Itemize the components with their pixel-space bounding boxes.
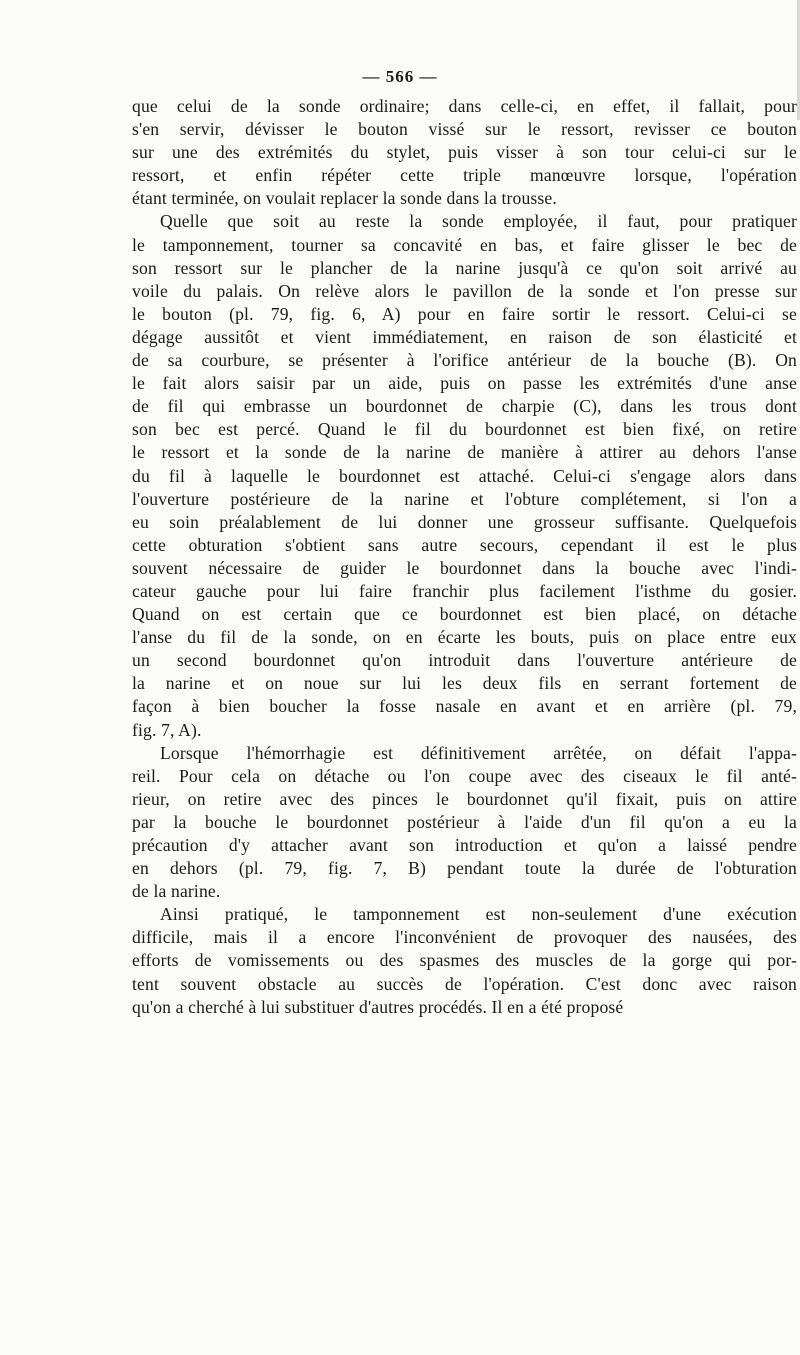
text-line: précaution d'y attacher avant son introduction et qu'on a laissé pendre [132, 835, 797, 855]
text-line: par la bouche le bourdonnet postérieur à l'aide d'un fil qu'on a eu la [132, 811, 797, 832]
text-line: reil. Pour cela on détache ou l'on coupe avec des ciseaux le fil anté- [132, 765, 797, 786]
text-line: en dehors (pl. 79, fig. 7, B) pendant toute la durée de l'obturation [132, 858, 797, 879]
text-line: le bouton (pl. 79, fig. 6, A) pour en faire sortir le ressort. Celui-ci se [132, 303, 797, 324]
text-line: du fil à laquelle le bourdonnet est attaché. Celui-ci s'engage alors dans [132, 465, 797, 486]
text-line: efforts de vomissements ou des spasmes des muscles de la gorge qui por- [132, 950, 797, 971]
text-line: ressort, et enfin répéter cette triple manœuvre lorsque, l'opération [132, 165, 797, 186]
text-line: cateur gauche pour lui faire franchir plus facilement l'isthme du gosier. [132, 580, 797, 601]
text-line: son bec est percé. Quand le fil du bourdonnet est bien fixé, on retire [132, 419, 797, 440]
text-line: de fil qui embrasse un bourdonnet de charpie (C), dans les trous dont [132, 396, 797, 417]
text-line: la narine et on noue sur lui les deux fils en serrant fortement de [132, 673, 797, 694]
text-line: de sa courbure, se présenter à l'orifice antérieur de la bouche (B). On [132, 350, 797, 371]
text-line: le tamponnement, tourner sa concavité en bas, et faire glisser le bec de [132, 234, 797, 255]
text-line: eu soin préalablement de lui donner une grosseur suffisante. Quelquefois [132, 511, 797, 532]
text-line: l'anse du fil de la sonde, on en écarte les bouts, puis on place entre eux [132, 627, 797, 648]
text-line: le ressort et la sonde de la narine de manière à attirer au dehors l'anse [132, 442, 797, 463]
text-line: s'en servir, dévisser le bouton vissé sur le ressort, revisser ce bouton [132, 119, 797, 140]
text-line: fig. 7, A). [132, 719, 202, 740]
text-line: étant terminée, on voulait replacer la sonde dans la trousse. [132, 188, 557, 209]
page-number: — 566 — [362, 67, 438, 86]
text-line: cette obturation s'obtient sans autre secours, cependant il est le plus [132, 534, 797, 555]
text-line: Quand on est certain que ce bourdonnet est bien placé, on détache [132, 604, 797, 625]
text-line: sur une des extrémités du stylet, puis visser à son tour celui-ci sur le [132, 142, 797, 163]
text-line: difficile, mais il a encore l'inconvénient de provoquer des nausées, des [132, 927, 797, 948]
text-line: tent souvent obstacle au succès de l'opération. C'est donc avec raison [132, 973, 797, 994]
text-line: le fait alors saisir par un aide, puis on passe les extrémités d'une anse [132, 373, 797, 394]
text-line: Lorsque l'hémorrhagie est définitivement arrêtée, on défait l'appa- [160, 742, 797, 763]
text-line: son ressort sur le plancher de la narine jusqu'à ce qu'on soit arrivé au [132, 257, 797, 278]
text-line: que celui de la sonde ordinaire; dans celle-ci, en effet, il fallait, pour [132, 96, 797, 116]
text-line: Ainsi pratiqué, le tamponnement est non-seulement d'une exécution [160, 904, 797, 925]
text-line: qu'on a cherché à lui substituer d'autres procédés. Il en a été proposé [132, 996, 624, 1017]
text-line: voile du palais. On relève alors le pavillon de la sonde et l'on presse sur [132, 280, 797, 301]
text-line: Quelle que soit au reste la sonde employée, il faut, pour pratiquer [160, 211, 797, 232]
text-line: dégage aussitôt et vient immédiatement, en raison de son élasticité et [132, 326, 797, 347]
text-line: rieur, on retire avec des pinces le bourdonnet qu'il fixait, puis on attire [132, 788, 797, 809]
text-line: de la narine. [132, 881, 221, 902]
body-text [132, 95, 797, 1019]
text-line: façon à bien boucher la fosse nasale en avant et en arrière (pl. 79, [132, 696, 797, 717]
text-line: l'ouverture postérieure de la narine et l'obture complétement, si l'on a [132, 488, 797, 509]
text-line: un second bourdonnet qu'on introduit dans l'ouverture antérieure de [132, 650, 797, 671]
text-line: souvent nécessaire de guider le bourdonnet dans la bouche avec l'indi- [132, 557, 797, 578]
